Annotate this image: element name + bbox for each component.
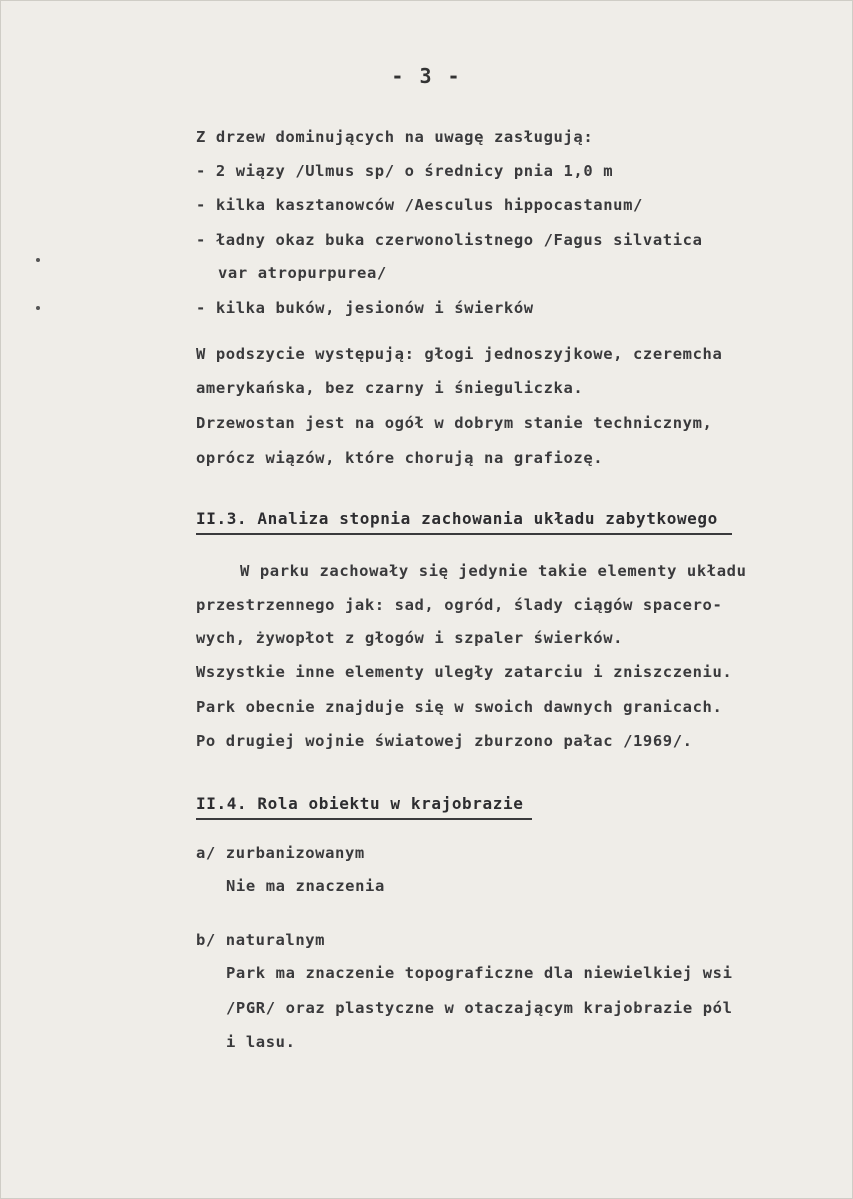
intro-lead: Z drzew dominujących na uwagę zasługują:: [196, 128, 594, 146]
list-item: - ładny okaz buka czerwonolistnego /Fagus silvatica: [196, 231, 703, 249]
page-number: - 3 -: [391, 64, 462, 88]
paragraph-line: przestrzennego jak: sad, ogród, ślady ciągów spacero-: [196, 596, 723, 614]
section-heading: II.4. Rola obiektu w krajobrazie: [196, 794, 524, 813]
punch-hole-mark: [36, 258, 40, 262]
paragraph-line: Po drugiej wojnie światowej zburzono pałac /1969/.: [196, 732, 693, 750]
paragraph-line: wych, żywopłot z głogów i szpaler świerków.: [196, 629, 624, 647]
subsection-label: b/ naturalnym: [196, 931, 326, 949]
subsection-text: i lasu.: [226, 1033, 296, 1051]
list-item-continuation: var atropurpurea/: [218, 264, 387, 282]
list-item: - kilka buków, jesionów i świerków: [196, 299, 534, 317]
subsection-text: Nie ma znaczenia: [226, 877, 385, 895]
section-heading: II.3. Analiza stopnia zachowania układu zabytkowego: [196, 509, 718, 528]
paragraph-line: Wszystkie inne elementy uległy zatarciu i zniszczeniu.: [196, 663, 733, 681]
heading-underline: [196, 533, 732, 535]
paragraph-line: W podszycie występują: głogi jednoszyjkowe, czeremcha: [196, 345, 723, 363]
paragraph-line: Park obecnie znajduje się w swoich dawnych granicach.: [196, 698, 723, 716]
punch-hole-mark: [36, 306, 40, 310]
paragraph-line: amerykańska, bez czarny i śnieguliczka.: [196, 379, 584, 397]
heading-underline: [196, 818, 532, 820]
paragraph-line: Drzewostan jest na ogół w dobrym stanie technicznym,: [196, 414, 713, 432]
paragraph-line: oprócz wiązów, które chorują na grafiozę.: [196, 449, 604, 467]
list-item: - kilka kasztanowców /Aesculus hippocastanum/: [196, 196, 643, 214]
subsection-label: a/ zurbanizowanym: [196, 844, 365, 862]
paragraph-line: W parku zachowały się jedynie takie elementy układu: [240, 562, 747, 580]
subsection-text: /PGR/ oraz plastyczne w otaczającym krajobrazie pól: [226, 999, 733, 1017]
subsection-text: Park ma znaczenie topograficzne dla niewielkiej wsi: [226, 964, 733, 982]
list-item: - 2 wiązy /Ulmus sp/ o średnicy pnia 1,0 m: [196, 162, 614, 180]
